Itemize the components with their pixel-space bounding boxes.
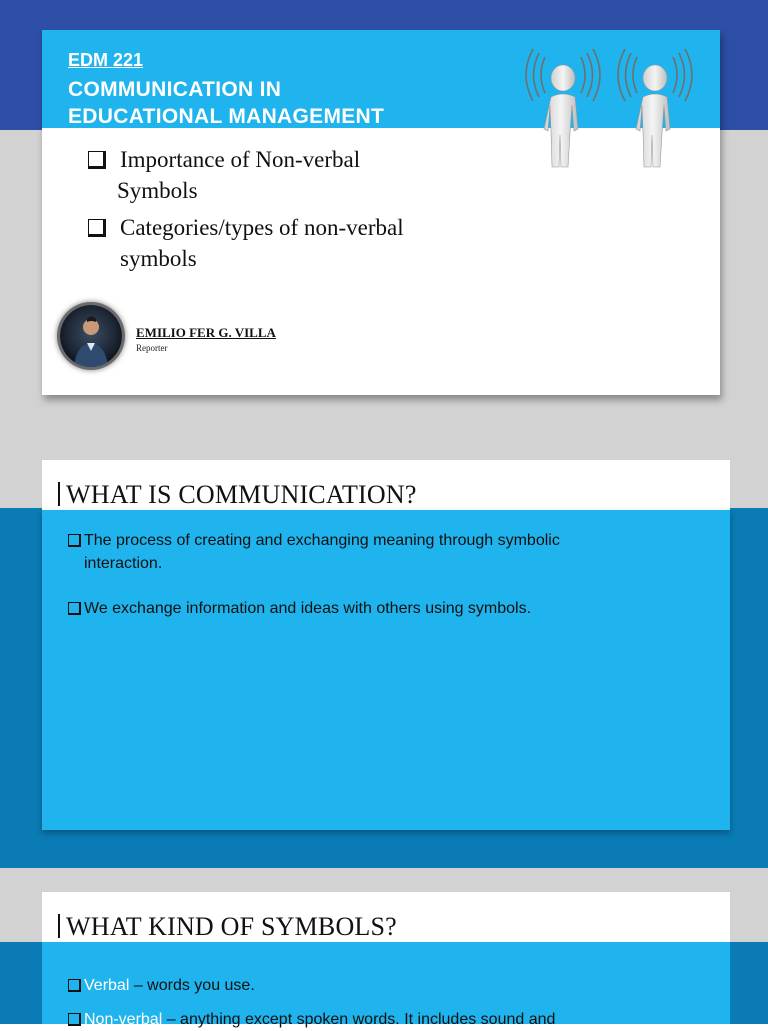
slide1-title [68,76,384,130]
bullet-item: We exchange information and ideas with others using symbols. [68,597,694,620]
slide3-content [42,942,730,1028]
person-right-icon [636,65,670,167]
person-photo-icon [60,305,122,367]
sound-waves-icon [526,49,692,101]
checkbox-bullet-icon [68,534,81,547]
term-verbal: Verbal [84,977,130,994]
slide2-content [42,510,730,830]
heading-bar-icon [58,914,60,938]
communicating-figures-illustration [515,45,695,180]
bullet-item: The process of creating and exchanging meaning through symbolic interaction. [68,529,694,575]
slide3-heading: WHAT KIND OF SYMBOLS? [58,912,397,942]
checkbox-bullet-icon [88,219,106,237]
checkbox-bullet-icon [68,1013,81,1026]
course-code: EDM 221 [68,50,144,70]
topic-item: Importance of Non-verbal Symbols [86,144,470,206]
slide2-heading: WHAT IS COMMUNICATION? [58,480,417,510]
reporter-role: Reporter [136,343,168,353]
title-line-2: EDUCATIONAL MANAGEMENT [68,105,385,128]
bullet-item: Non-verbal – anything except spoken words. It includes sound and [68,1008,724,1031]
checkbox-bullet-icon [88,151,106,169]
person-left-icon [544,65,578,167]
checkbox-bullet-icon [68,979,81,992]
heading-bar-icon [58,482,60,506]
checkbox-bullet-icon [68,602,81,615]
reporter-avatar [60,305,122,367]
slide3-heading-bar [42,892,730,942]
topic-item: Categories/types of non-verbal symbols [86,212,470,274]
reporter-name: EMILIO FER G. VILLA [136,325,276,340]
term-non-verbal: Non-verbal [84,1011,163,1028]
bullet-item: Verbal – words you use. [68,974,694,997]
topic-list [86,144,470,280]
title-line-1: COMMUNICATION IN [68,78,282,101]
slide2-heading-bar [42,460,730,510]
